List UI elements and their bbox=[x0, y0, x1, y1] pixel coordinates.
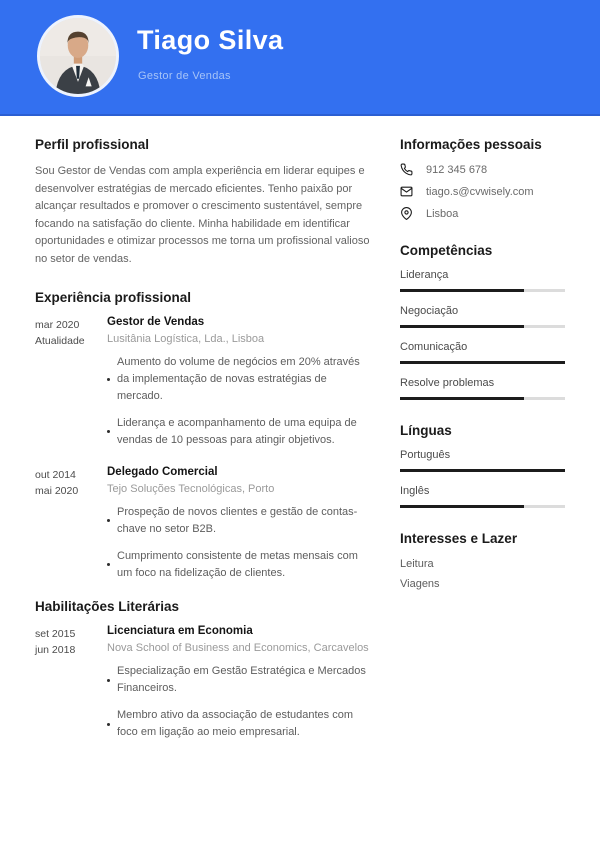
education-entry bbox=[35, 625, 375, 741]
interests-heading: Interesses e Lazer bbox=[400, 531, 518, 546]
experience-entry bbox=[35, 466, 375, 582]
skill-bar bbox=[400, 397, 565, 400]
language-bar-fill bbox=[400, 505, 524, 508]
person-avatar bbox=[40, 18, 116, 94]
bullet-item bbox=[107, 707, 375, 741]
skill-item bbox=[400, 377, 565, 400]
bullet-item bbox=[107, 504, 375, 538]
entry-dates bbox=[35, 316, 107, 449]
section-languages bbox=[400, 423, 565, 508]
mail-icon bbox=[400, 185, 413, 198]
date-to: Atualidade bbox=[35, 334, 85, 347]
bullet-dot-icon bbox=[107, 430, 110, 433]
bullet-item bbox=[107, 548, 375, 582]
sidebar-column bbox=[400, 137, 565, 758]
entry-title: Gestor de Vendas bbox=[107, 315, 205, 328]
section-experience bbox=[35, 290, 375, 582]
bullet-dot-icon bbox=[107, 679, 110, 682]
bullet-text: Prospeção de novos clientes e gestão de contas-chave no setor B2B. bbox=[117, 505, 358, 535]
entry-content bbox=[107, 316, 375, 449]
email-value: tiago.s@cvwisely.com bbox=[426, 185, 534, 198]
language-item bbox=[400, 449, 565, 472]
section-education bbox=[35, 599, 375, 741]
entry-organization: Nova School of Business and Economics, Carcavelos bbox=[107, 641, 369, 654]
skill-label: Negociação bbox=[400, 305, 459, 317]
section-personal-info bbox=[400, 137, 565, 220]
date-to: jun 2018 bbox=[35, 644, 76, 657]
location-value: Lisboa bbox=[426, 207, 459, 220]
bullet-dot-icon bbox=[107, 563, 110, 566]
language-bar bbox=[400, 505, 565, 508]
entry-dates bbox=[35, 625, 107, 741]
bullet-dot-icon bbox=[107, 378, 110, 381]
skill-label: Comunicação bbox=[400, 341, 468, 353]
profile-heading: Perfil profissional bbox=[35, 137, 150, 152]
section-profile bbox=[35, 137, 375, 269]
skill-bar-fill bbox=[400, 325, 524, 328]
bullet-dot-icon bbox=[107, 519, 110, 522]
experience-entry bbox=[35, 316, 375, 449]
entry-organization: Tejo Soluções Tecnológicas, Porto bbox=[107, 482, 275, 495]
skill-item bbox=[400, 269, 565, 292]
phone-value: 912 345 678 bbox=[426, 163, 488, 176]
date-to: mai 2020 bbox=[35, 485, 79, 498]
cv-body bbox=[0, 116, 600, 758]
experience-heading: Experiência profissional bbox=[35, 289, 192, 305]
section-interests bbox=[400, 531, 565, 592]
skill-bar bbox=[400, 289, 565, 292]
skill-bar-fill bbox=[400, 361, 565, 364]
date-from: out 2014 bbox=[35, 468, 76, 481]
bullet-item bbox=[107, 415, 375, 449]
education-heading: Habilitações Literárias bbox=[35, 598, 180, 614]
contact-row-phone bbox=[400, 163, 565, 176]
entry-dates bbox=[35, 466, 107, 582]
bullet-item bbox=[107, 354, 375, 405]
skill-bar bbox=[400, 325, 565, 328]
phone-icon bbox=[400, 163, 413, 176]
bullet-text: Membro ativo da associação de estudantes com foco em ligação ao meio empresarial. bbox=[117, 709, 354, 739]
language-bar bbox=[400, 469, 565, 472]
candidate-name: Tiago Silva bbox=[137, 25, 284, 55]
skill-bar-fill bbox=[400, 397, 524, 400]
entry-content bbox=[107, 625, 375, 741]
language-label: Português bbox=[400, 449, 451, 461]
contact-row-email bbox=[400, 185, 565, 198]
entry-organization: Lusitânia Logística, Lda., Lisboa bbox=[107, 332, 265, 345]
main-column bbox=[35, 137, 375, 758]
bullet-dot-icon bbox=[107, 723, 110, 726]
skill-bar bbox=[400, 361, 565, 364]
skill-label: Resolve problemas bbox=[400, 377, 495, 389]
cv-header bbox=[0, 0, 600, 116]
entry-title: Licenciatura em Economia bbox=[107, 624, 253, 637]
bullet-text: Especialização em Gestão Estratégica e Mercados Financeiros. bbox=[117, 664, 366, 695]
language-item bbox=[400, 485, 565, 508]
contact-row-location bbox=[400, 207, 565, 220]
bullet-item bbox=[107, 663, 375, 697]
date-from: mar 2020 bbox=[35, 318, 80, 331]
skill-item bbox=[400, 341, 565, 364]
date-from: set 2015 bbox=[35, 627, 76, 640]
skills-heading: Competências bbox=[400, 243, 493, 258]
interest-item: Leitura bbox=[400, 558, 434, 570]
language-bar-fill bbox=[400, 469, 565, 472]
candidate-job-title: Gestor de Vendas bbox=[138, 70, 231, 82]
bullet-text: Aumento do volume de negócios em 20% através da implementação de novas estratégias de mercado. bbox=[117, 355, 360, 402]
skill-item bbox=[400, 305, 565, 328]
bullet-text: Cumprimento consistente de metas mensais com um foco na fidelização de clientes. bbox=[117, 549, 358, 579]
section-skills bbox=[400, 243, 565, 400]
profile-text: Sou Gestor de Vendas com ampla experiência em liderar equipes e desenvolver estratégias de mercado eficientes. Tenho paixão por alcançar resultados e promover o crescimento sustentável, sempre focando na satisfação do cliente. Minha habilidade em identificar oportunidades e otimizar processos me torna um profissional valioso no setor de vendas. bbox=[35, 165, 370, 265]
interest-item: Viagens bbox=[400, 577, 440, 590]
bullet-text: Liderança e acompanhamento de uma equipa de vendas de 10 pessoas para atingir objetivos. bbox=[117, 416, 357, 446]
profile-photo bbox=[37, 15, 119, 97]
skill-label: Liderança bbox=[400, 269, 449, 281]
entry-title: Delegado Comercial bbox=[107, 465, 218, 478]
skill-bar-fill bbox=[400, 289, 524, 292]
entry-content bbox=[107, 466, 375, 582]
language-label: Inglês bbox=[400, 485, 430, 497]
languages-heading: Línguas bbox=[400, 423, 452, 438]
location-icon bbox=[400, 207, 413, 220]
personal-info-heading: Informações pessoais bbox=[400, 137, 542, 152]
